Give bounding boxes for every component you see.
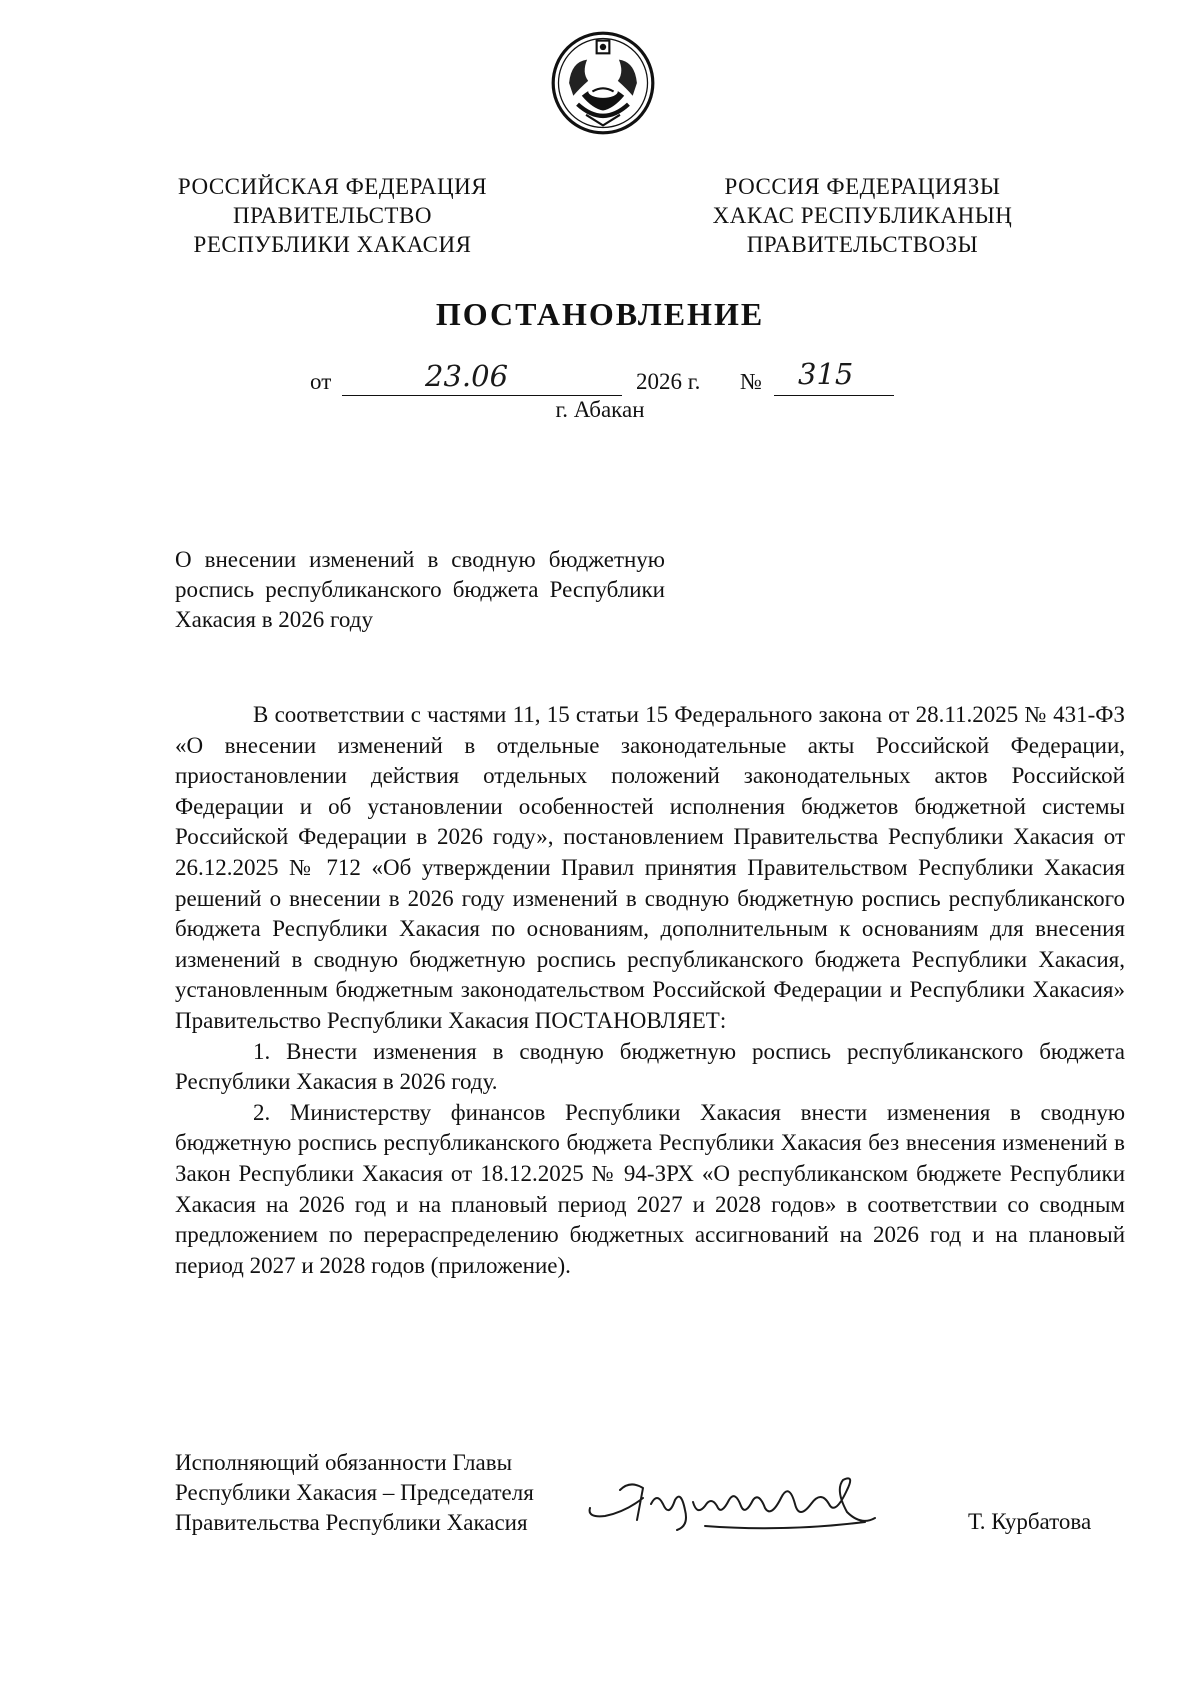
header-left [160,172,505,259]
signatory-line2: Республики Хакасия – Председателя [175,1480,534,1505]
handwritten-date: 23.06 [425,359,509,393]
date-year: 2026 г. [636,369,701,394]
document-subject: О внесении изменений в сводную бюджетную роспись республиканского бюджета Республики Хакасия в 2026 году [175,547,665,632]
signer-name: Т. Курбатова [968,1509,1092,1534]
document-title: ПОСТАНОВЛЕНИЕ [435,296,765,332]
coat-of-arms-icon [550,30,656,136]
handwritten-signature [585,1460,885,1540]
city: г. Абакан [555,397,645,422]
date-underline [342,395,622,396]
header-left-line3: РЕСПУБЛИКИ ХАКАСИЯ [193,232,472,257]
header-right-line1: РОССИЯ ФЕДЕРАЦИЯЗЫ [724,174,1001,199]
body-paragraph-1: В соответствии с частями 11, 15 статьи 15 Федерального закона от 28.11.2025 № 431-ФЗ «О внесении изменений в отдельные законодательные акты Российской Федерации, приостановлении действия отдельных положений законодательных актов Российской Федерации и об установлении особенностей исполнения бюджетов бюджетной системы Российской Федерации в 2026 году», постановлением Правительства Республики Хакасия от 26.12.2025 № 712 «Об утверждении Правил принятия Правительством Республики Хакасия решений о внесении в 2026 году изменений в сводную бюджетную роспись республиканского бюджета Республики Хакасия по основаниям, дополнительным к основаниям для внесения изменений в сводную бюджетную роспись республиканского бюджета Республики Хакасия, установленным бюджетным законодательством Российской Федерации и Республики Хакасия» Правительство Республики Хакасия ПОСТАНОВЛЯЕТ: [175,702,1125,1033]
body-paragraph-3: 2. Министерству финансов Республики Хакасия внести изменения в сводную бюджетную роспись республиканского бюджета Республики Хакасия без внесения изменений в Закон Республики Хакасия от 18.12.2025 № 94-ЗРХ «О республиканском бюджете Республики Хакасия на 2026 год и на плановый период 2027 и 2028 годов» в соответствии со сводным предложением по перераспределению бюджетных ассигнований на 2026 год и на плановый период 2027 и 2028 годов (приложение). [175,1099,1125,1278]
header-right-line2: ХАКАС РЕСПУБЛИКАНЫҢ [712,203,1013,228]
number-underline [774,395,894,396]
header-left-line2: ПРАВИТЕЛЬСТВО [233,203,432,228]
number-sign: № [740,369,762,394]
header-left-line1: РОССИЙСКАЯ ФЕДЕРАЦИЯ [177,174,488,199]
body-paragraph-2: 1. Внести изменения в сводную бюджетную роспись республиканского бюджета Республики Хакасия в 2026 году. [175,1038,1125,1095]
document-body [175,700,1125,1281]
signatory-position [175,1448,534,1538]
dateline [0,357,1200,401]
date-prefix: от [310,369,332,394]
signatory-line1: Исполняющий обязанности Главы [175,1450,513,1475]
header-right-line3: ПРАВИТЕЛЬСТВОЗЫ [746,232,979,257]
header-right [700,172,1025,259]
signatory-line3: Правительства Республики Хакасия [175,1510,528,1535]
handwritten-number: 315 [798,357,854,391]
